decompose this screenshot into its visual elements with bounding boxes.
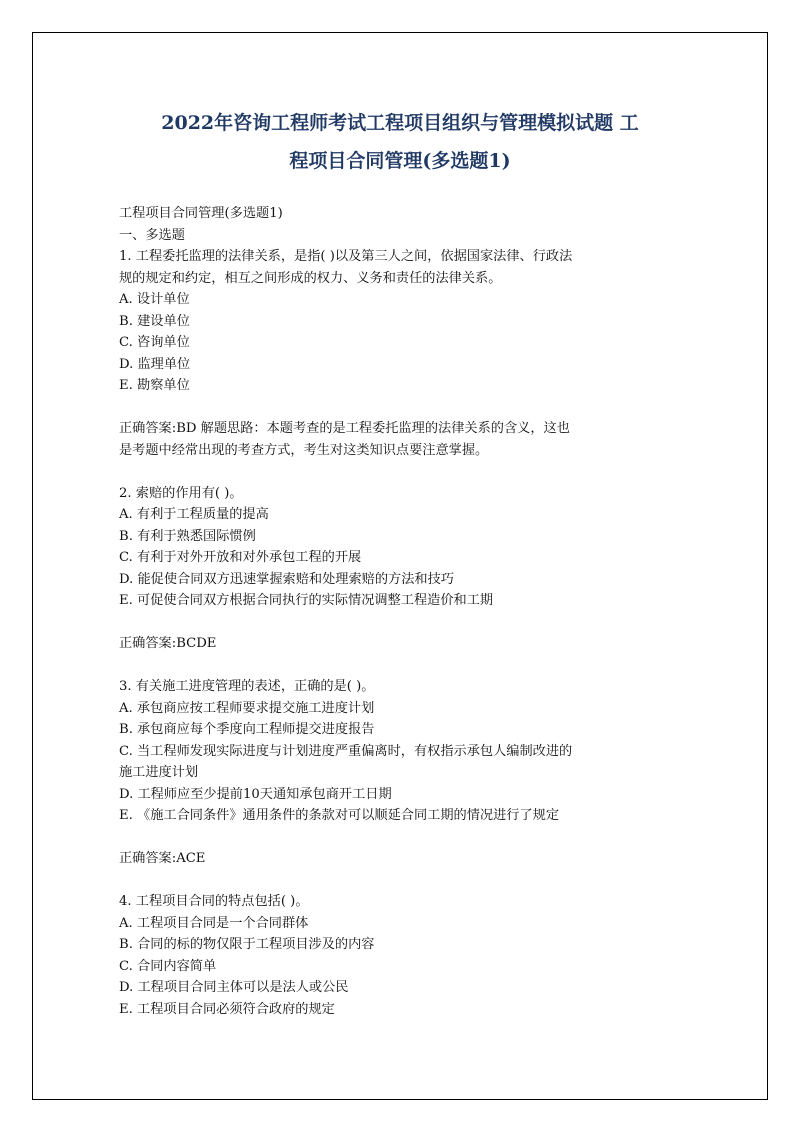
question-3-option: C. 当工程师发现实际进度与计划进度严重偏离时，有权指示承包人编制改进的 <box>119 743 573 759</box>
question-3-answer: 正确答案:ACE <box>119 851 206 866</box>
spacer <box>119 612 689 634</box>
question-2-answer: 正确答案:BCDE <box>119 636 217 651</box>
question-3-option: A. 承包商应按工程师要求提交施工进度计划 <box>119 700 375 716</box>
question-4-option: A. 工程项目合同是一个合同群体 <box>119 915 309 931</box>
spacer <box>119 655 689 677</box>
subtitle: 工程项目合同管理(多选题1) <box>119 206 283 221</box>
question-1-answer: 正确答案:BD 解题思路：本题考查的是工程委托监理的法律关系的含义，这也 <box>119 421 570 436</box>
question-3-option: B. 承包商应每个季度向工程师提交进度报告 <box>119 722 375 737</box>
question-1-option: A. 设计单位 <box>119 292 190 307</box>
question-4-option: E. 工程项目合同必须符合政府的规定 <box>119 1001 335 1017</box>
question-4-text: 4. 工程项目合同的特点包括( )。 <box>119 894 309 909</box>
question-2-option: B. 有利于熟悉国际惯例 <box>119 528 256 544</box>
question-3-option: D. 工程师应至少提前10天通知承包商开工日期 <box>119 786 392 802</box>
question-1-option: E. 勘察单位 <box>119 378 190 393</box>
question-2-option: A. 有利于工程质量的提高 <box>119 507 269 522</box>
question-3-option: E. 《施工合同条件》通用条件的条款对可以顺延合同工期的情况进行了规定 <box>119 808 560 823</box>
question-3-option: 施工进度计划 <box>119 765 199 780</box>
document-title-line-1: 2022年咨询工程师考试工程项目组织与管理模拟试题 工 <box>161 112 639 134</box>
question-1-option: C. 咨询单位 <box>119 335 190 350</box>
question-2-option: D. 能促使合同双方迅速掌握索赔和处理索赔的方法和技巧 <box>119 571 454 587</box>
spacer <box>119 870 689 892</box>
question-1-option: B. 建设单位 <box>119 313 190 329</box>
question-4-option: D. 工程项目合同主体可以是法人或公民 <box>119 980 349 995</box>
document-body <box>119 203 689 1020</box>
section-heading: 一、多选题 <box>119 227 185 243</box>
question-2-option: C. 有利于对外开放和对外承包工程的开展 <box>119 550 362 565</box>
question-2-text: 2. 索赔的作用有( )。 <box>119 485 243 501</box>
question-1-answer: 是考题中经常出现的考查方式，考生对这类知识点要注意掌握。 <box>119 442 489 458</box>
question-4-option: B. 合同的标的物仅限于工程项目涉及的内容 <box>119 937 375 952</box>
question-1-text: 规的规定和约定，相互之间形成的权力、义务和责任的法律关系。 <box>119 270 502 286</box>
question-4-option: C. 合同内容简单 <box>119 958 217 974</box>
question-1-text: 1. 工程委托监理的法律关系，是指( )以及第三人之间，依据国家法律、行政法 <box>119 249 573 264</box>
spacer <box>119 827 689 849</box>
spacer <box>119 397 689 419</box>
document-title-line-2: 程项目合同管理(多选题1) <box>289 150 511 172</box>
question-1-option: D. 监理单位 <box>119 356 191 372</box>
question-2-option: E. 可促使合同双方根据合同执行的实际情况调整工程造价和工期 <box>119 593 494 608</box>
spacer <box>119 461 689 483</box>
question-3-text: 3. 有关施工进度管理的表述，正确的是( )。 <box>119 679 375 694</box>
